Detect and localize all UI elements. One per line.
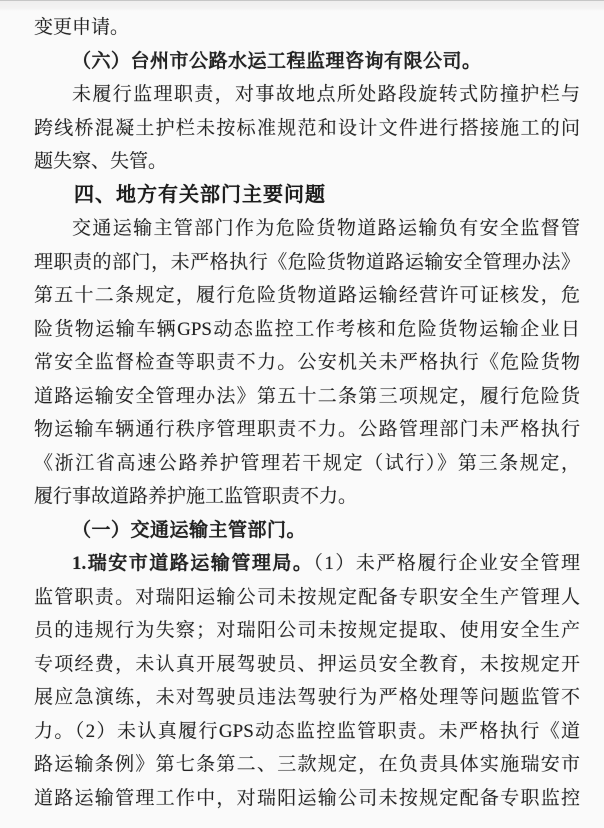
paragraph-line: 道路运输安全管理办法》第五十二条第三项规定，履行危险货 (34, 385, 580, 407)
paragraph-line: 力。（2）未认真履行GPS动态监控监管职责。未严格执行《道 (34, 720, 580, 742)
paragraph-line: 监管职责。对瑞阳运输公司未按规定配备专职安全生产管理人 (34, 586, 580, 608)
paragraph-line: 交通运输主管部门作为危险货物道路运输负有安全监督管 (72, 218, 580, 239)
paragraph-line: 险货物运输车辆GPS动态监控工作考核和危险货物运输企业日 (34, 318, 580, 340)
subsection-heading: （一）交通运输主管部门。 (72, 519, 307, 541)
paragraph-line: 展应急演练，未对驾驶员违法驾驶行为严格处理等问题监管不 (34, 687, 580, 708)
paragraph-line: 履行事故道路养护施工监管职责不力。 (34, 486, 358, 507)
paragraph-line: 跨线桥混凝土护栏未按标准规范和设计文件进行搭接施工的问 (34, 117, 580, 139)
paragraph-line: 《浙江省高速公路养护管理若干规定（试行）》第三条规定， (34, 452, 580, 474)
paragraph-line: 专项经费，未认真开展驾驶员、押运员安全教育，未按规定开 (34, 653, 580, 675)
subsection-heading: （六）台州市公路水运工程监理咨询有限公司。 (72, 50, 482, 72)
document-body (34, 11, 580, 815)
bold-lead: 1.瑞安市道路运输管理局。 (72, 553, 314, 574)
paragraph-line: 题失察、失管。 (34, 151, 168, 172)
paragraph-line: 第五十二条规定，履行危险货物道路运输经营许可证核发，危 (34, 285, 580, 306)
section-heading: 四、地方有关部门主要问题 (74, 183, 326, 206)
paragraph-line: 1.瑞安市道路运输管理局。（1）未严格履行企业安全管理 (72, 553, 580, 574)
paragraph-line: 理职责的部门，未严格执行《危险货物道路运输安全管理办法》 (34, 251, 580, 273)
paragraph-line: 道路运输管理工作中，对瑞阳运输公司未按规定配备专职监控 (34, 787, 580, 809)
paragraph-line: 常安全监督检查等职责不力。公安机关未严格执行《危险货物 (34, 352, 580, 373)
paragraph-line: 员的违规行为失察；对瑞阳公司未按规定提取、使用安全生产 (34, 620, 580, 641)
paragraph-line: 物运输车辆通行秩序管理职责不力。公路管理部门未严格执行 (34, 419, 580, 440)
paragraph-line: 变更申请。 (34, 17, 130, 38)
page-top-edge (0, 0, 604, 11)
paragraph-line: 路运输条例》第七条第二、三款规定，在负责具体实施瑞安市 (34, 754, 580, 775)
paragraph-line: 未履行监理职责，对事故地点所处路段旋转式防撞护栏与 (72, 84, 580, 105)
